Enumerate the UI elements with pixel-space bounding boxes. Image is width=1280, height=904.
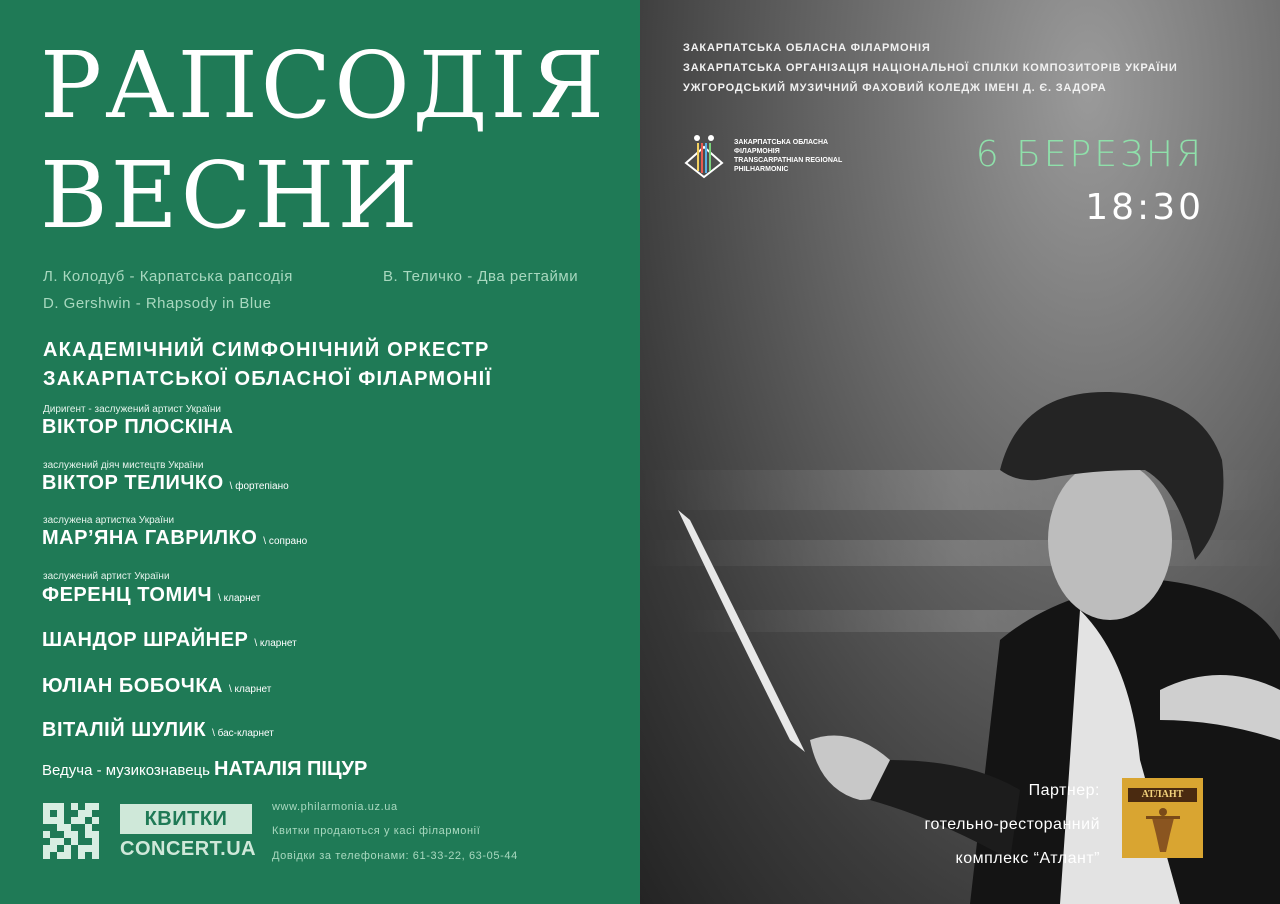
performer-name: ВІТАЛІЙ ШУЛИК \ бас-кларнет [42,719,274,741]
title-line-1: РАПСОДІЯ [40,32,608,139]
atlant-logo-label: АТЛАНТ [1128,788,1197,802]
organizer: ЗАКАРПАТСЬКА ОБЛАСНА ФІЛАРМОНІЯ [683,42,931,54]
logo-text: ЗАКАРПАТСЬКА ОБЛАСНА ФІЛАРМОНІЯ TRANSCARPATHIAN REGIONAL PHILHARMONIC [734,139,843,173]
performer-name: ВІКТОР ПЛОСКІНА [42,416,234,438]
performer-instrument: \ сопрано [263,536,308,547]
performer-name: ФЕРЕНЦ ТОМИЧ \ кларнет [42,584,261,606]
atlas-statue-icon [1144,806,1182,854]
website-link[interactable]: www.philarmonia.uz.ua [272,801,398,813]
box-office-text: Квитки продаються у касі філармонії [272,825,481,837]
atlant-logo [1122,778,1203,858]
orchestra-name: АКАДЕМІЧНИЙ СИМФОНІЧНИЙ ОРКЕСТР ЗАКАРПАТСЬКОЇ ОБЛАСНОЇ ФІЛАРМОНІЇ [43,339,493,390]
performer-instrument: \ кларнет [218,593,261,604]
qr-code-icon[interactable] [43,803,99,859]
performer-name: МАР’ЯНА ГАВРИЛКО \ сопрано [42,527,308,549]
performer-instrument: \ фортепіано [229,481,289,492]
program-item: В. Теличко - Два регтайми [383,268,579,285]
phones-text: Довідки за телефонами: 61-33-22, 63-05-44 [272,850,518,862]
performer-instrument: \ кларнет [228,684,272,695]
organizer: УЖГОРОДСЬКИЙ МУЗИЧНИЙ ФАХОВИЙ КОЛЕДЖ ІМЕНІ Д. Є. ЗАДОРА [683,82,1107,94]
performer-caption: заслужений артист України [43,571,170,582]
performer-name: ВІКТОР ТЕЛИЧКО \ фортепіано [42,472,289,494]
event-date: 6 БЕРЕЗНЯ [975,134,1204,175]
program-item: D. Gershwin - Rhapsody in Blue [43,295,272,312]
tickets-button[interactable]: КВИТКИ [120,804,252,834]
organizer: ЗАКАРПАТСЬКА ОРГАНІЗАЦІЯ НАЦІОНАЛЬНОЇ СПІЛКИ КОМПОЗИТОРІВ УКРАЇНИ [683,62,1178,74]
performer-caption: заслужена артистка України [43,515,175,526]
performer-caption: заслужений діяч мистецтв України [43,460,204,471]
performer-name: ЮЛІАН БОБОЧКА \ кларнет [42,675,272,697]
title-line-2: ВЕСНИ [40,142,421,249]
host-line: Ведуча - музикознавець НАТАЛІЯ ПІЦУР [42,758,368,780]
photo-panel [640,0,1280,904]
partner-text: Партнер: готельно-ресторанний комплекс “Атлант” [924,782,1100,867]
performer-instrument: \ бас-кларнет [212,728,274,739]
performer-name: ШАНДОР ШРАЙНЕР \ кларнет [42,629,297,651]
performer-instrument: \ кларнет [254,638,297,649]
program-item: Л. Колодуб - Карпатська рапсодія [43,268,293,285]
concert-ua-logo[interactable]: CONCERT.UA [120,838,257,860]
harp-logo-icon [682,133,726,179]
event-time: 18:30 [1085,187,1204,228]
performer-caption: Диригент - заслужений артист України [43,404,222,415]
